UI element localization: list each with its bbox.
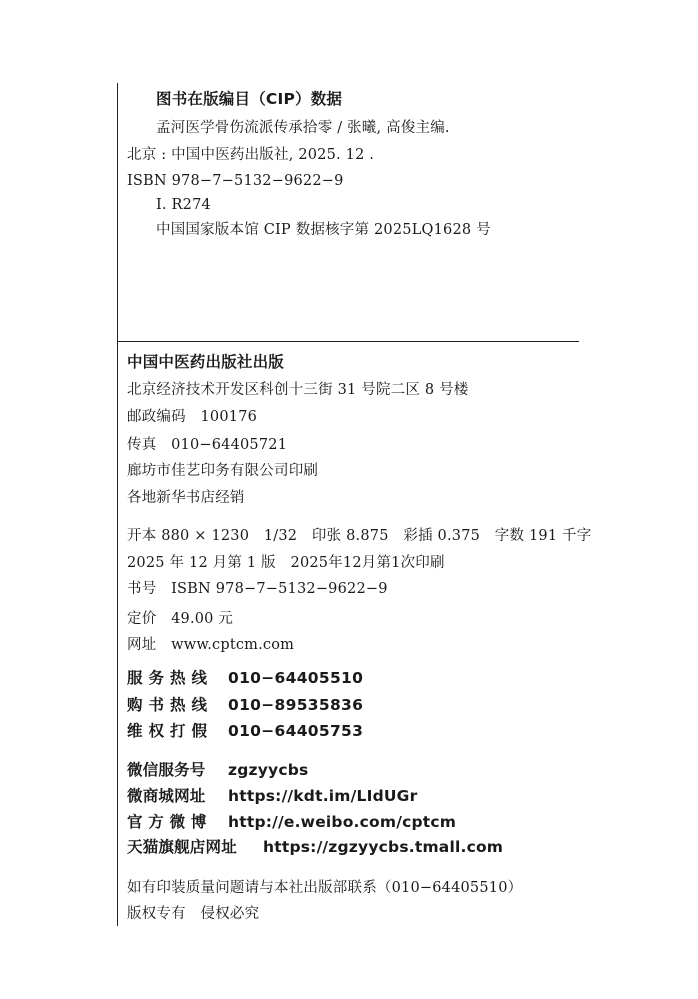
cip-publication-line: 北京 : 中国中医药出版社, 2025. 12 .	[127, 147, 375, 163]
rights-reserved-line: 版权专有 侵权必究	[127, 906, 260, 922]
edition-line: 2025 年 12 月第 1 版 2025年12月第1次印刷	[127, 555, 445, 571]
cip-vertical-rule	[117, 83, 118, 341]
hotline-service-number: 010−64405510	[228, 669, 364, 687]
book-number-line: 书号 ISBN 978−7−5132−9622−9	[127, 581, 388, 597]
weibo-label: 官 方 微 博	[127, 813, 207, 831]
hotline-purchase-number: 010−89535836	[228, 696, 364, 714]
wechat-label: 微信服务号	[127, 761, 206, 779]
cip-title-line: 孟河医学骨伤流派传承拾零 / 张曦, 高俊主编.	[156, 120, 450, 136]
section-divider	[117, 341, 579, 342]
weibo-url-link[interactable]: http://e.weibo.com/cptcm	[228, 813, 457, 831]
hotline-service-label: 服 务 热 线	[127, 669, 208, 687]
tmall-url-link[interactable]: https://zgzyycbs.tmall.com	[263, 838, 504, 856]
distributor-name: 各地新华书店经销	[127, 490, 245, 506]
quality-contact-line: 如有印装质量问题请与本社出版部联系（010−64405510）	[127, 880, 523, 896]
website-line: 网址 www.cptcm.com	[127, 637, 295, 653]
mall-label: 微商城网址	[127, 787, 206, 805]
publisher-postcode: 邮政编码 100176	[127, 409, 258, 425]
publisher-address: 北京经济技术开发区科创十三街 31 号院二区 8 号楼	[127, 382, 469, 398]
imprint-vertical-rule	[117, 341, 118, 926]
publisher-name: 中国中医药出版社出版	[127, 353, 285, 371]
cip-heading: 图书在版编目（CIP）数据	[156, 90, 343, 108]
hotline-purchase-label: 购 书 热 线	[127, 696, 208, 714]
publisher-fax: 传真 010−64405721	[127, 437, 288, 453]
hotline-rights-label: 维 权 打 假	[127, 722, 208, 740]
cip-isbn-line: ISBN 978−7−5132−9622−9	[127, 173, 344, 189]
printer-name: 廊坊市佳艺印务有限公司印刷	[127, 463, 319, 479]
mall-url-link[interactable]: https://kdt.im/LIdUGr	[228, 787, 418, 805]
wechat-account: zgzyycbs	[228, 761, 309, 779]
cip-classification-line: Ⅰ. R274	[156, 197, 211, 213]
price-line: 定价 49.00 元	[127, 611, 234, 627]
hotline-rights-number: 010−64405753	[228, 722, 364, 740]
tmall-label: 天猫旗舰店网址	[127, 838, 237, 856]
cip-record-number: 中国国家版本馆 CIP 数据核字第 2025LQ1628 号	[156, 222, 491, 238]
format-specs: 开本 880 × 1230 1/32 印张 8.875 彩插 0.375 字数 191 千字	[127, 528, 592, 544]
